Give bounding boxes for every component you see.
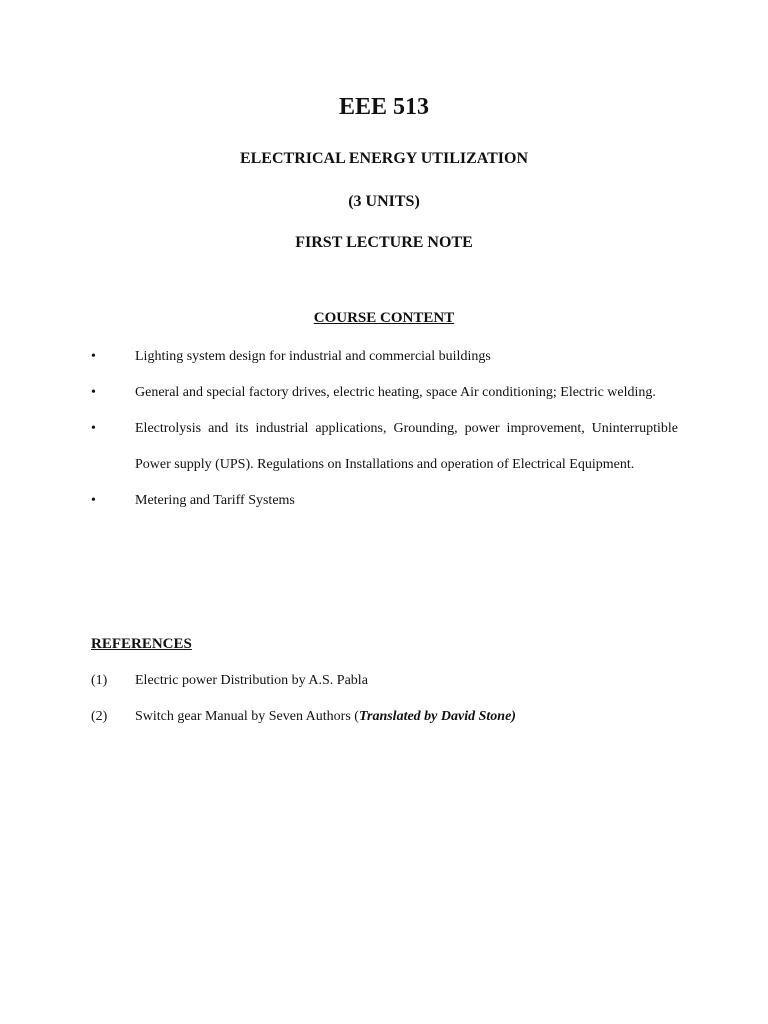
reference-open-paren: ( [354, 709, 359, 724]
reference-item [91, 663, 678, 699]
references-heading: REFERENCES [91, 636, 192, 652]
reference-number: (1) [91, 673, 108, 688]
list-item [91, 483, 678, 519]
list-item-text: General and special factory drives, electric heating, space Air conditioning; Electric welding. [135, 385, 656, 400]
list-item-text: Electrolysis and its industrial applications, Grounding, power improvement, Uninterruptible Power supply (UPS). Regulations on Installations and operation of Electrical Equipment. [135, 421, 678, 472]
reference-translator: Translated by David Stone) [358, 709, 516, 724]
bullet-icon: • [91, 493, 96, 508]
references-list [91, 663, 678, 735]
reference-text: Switch gear Manual by Seven Authors [135, 709, 355, 724]
reference-text: Electric power Distribution by A.S. Pabla [135, 673, 368, 688]
list-item [91, 411, 678, 483]
list-item-text: Lighting system design for industrial and commercial buildings [135, 349, 491, 364]
list-item-text: Metering and Tariff Systems [135, 493, 295, 508]
course-content-heading: COURSE CONTENT [313, 310, 455, 326]
reference-item [91, 699, 678, 735]
list-item [91, 339, 678, 375]
bullet-icon: • [91, 385, 96, 400]
lecture-title: FIRST LECTURE NOTE [295, 234, 473, 251]
reference-number: (2) [91, 709, 108, 724]
course-units: (3 UNITS) [348, 193, 420, 210]
course-code: EEE 513 [338, 94, 430, 120]
course-content-list [91, 339, 678, 519]
list-item [91, 375, 678, 411]
bullet-icon: • [91, 349, 96, 364]
course-title: ELECTRICAL ENERGY UTILIZATION [239, 150, 529, 167]
bullet-icon: • [91, 421, 96, 436]
